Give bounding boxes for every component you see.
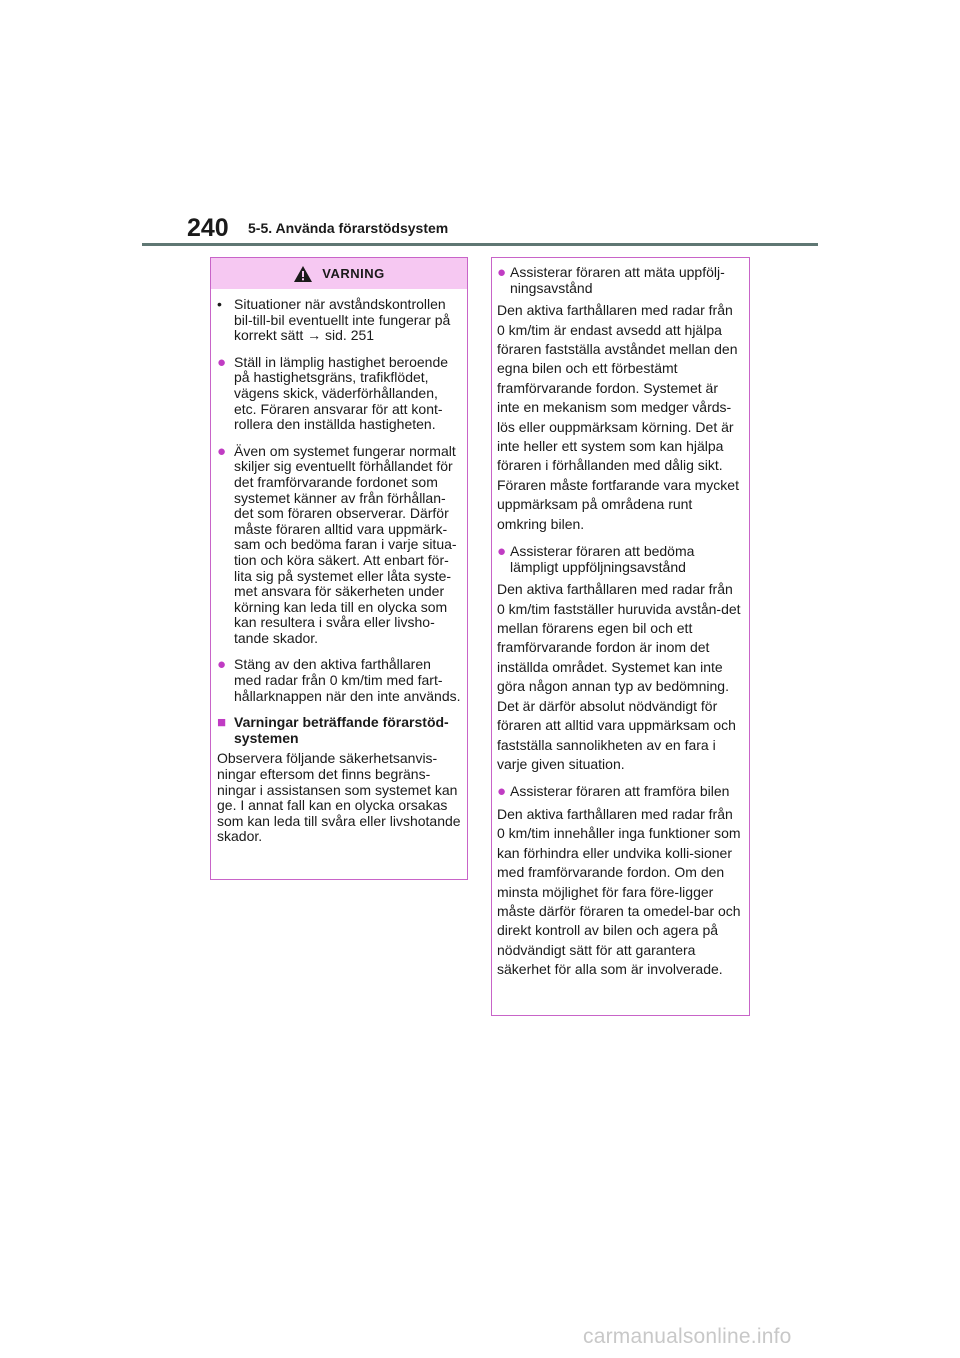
section-heading <box>497 265 744 296</box>
warning-item-text: Stäng av den aktiva farthållaren med radar från 0 km/tim med fart-hållarknappen när den inte används. <box>234 656 461 704</box>
section-heading-text: Assisterar föraren att mäta uppfölj-ningsavstånd <box>510 264 725 296</box>
warning-header <box>211 258 467 289</box>
warning-subheading <box>217 715 461 746</box>
watermark: carmanualsonline.info <box>583 1325 792 1348</box>
header-rule <box>142 243 818 246</box>
warning-item-text: Ställ in lämplig hastighet beroende på hastighetsgräns, trafikflödet, vägens skick, väderförhållanden, etc. Föraren ansvarar för att kont-rollera den inställda hastigheten. <box>234 353 449 433</box>
right-column-box <box>491 257 750 1016</box>
bullet-dot: • <box>217 296 222 312</box>
warning-paragraph: Observera följande säkerhetsanvis-ningar eftersom det finns begräns-ningar i assistansen som systemet kan ge. I annat fall kan en olycka orsakas som kan leda till svåra eller livshotande skador. <box>217 750 461 845</box>
warning-triangle-icon <box>293 265 313 283</box>
bullet-circle: ● <box>217 353 227 371</box>
section-title: 5-5. Använda förarstödsystem <box>248 220 449 236</box>
section-heading <box>497 784 744 800</box>
bullet-square: ■ <box>217 714 227 732</box>
bullet-circle: ● <box>217 656 227 674</box>
warning-subheading-text: Varningar beträffande förarstöd-systemen <box>234 714 449 746</box>
warning-body <box>211 289 467 845</box>
bullet-circle: ● <box>497 783 507 801</box>
section-paragraph: Den aktiva farthållaren med radar från 0 km/tim innehåller inga funktioner som kan förhindra eller undvika kolli-sioner med framförvarande fordon. Om den minsta möjlighet för fara före-ligger måste därför föraren ta omedel-bar och direkt kontroll av bilen och agera på nödvändigt sätt för att garantera säkerhet för alla som är involverade. <box>497 805 741 978</box>
warning-item-text: Även om systemet fungerar normalt skiljer sig eventuellt förhållandet för det framförvarande fordonet som systemet känner av från förhållan-det som föraren observerar. Därför måste föraren alltid vara uppmärk-sam och bedöma faran i varje situa-tion och köra säkert. Att enbart för-lita sig på systemet eller låta syste-met ansvara för säkerheten under körning kan leda till en olycka som kan resultera i svåra eller livsho-tande skador. <box>234 442 457 646</box>
bullet-circle: ● <box>497 264 507 281</box>
section-paragraph: Den aktiva farthållaren med radar från 0 km/tim är endast avsedd att hjälpa föraren fastställa avståndet mellan den egna bilen och ett förbestämt framförvarande fordon. Systemet är inte en mekanism som medger vårds-lös eller ouppmärksam körning. Det är inte heller ett system som kan hjälpa föraren i förhållanden med dålig sikt. <box>497 302 738 474</box>
warning-item <box>217 657 461 704</box>
warning-item <box>217 444 461 647</box>
bullet-circle: ● <box>217 442 227 460</box>
warning-label: VARNING <box>322 266 385 281</box>
warning-item <box>217 297 461 344</box>
warning-item-text: Situationer när avståndskontrollen bil-till-bil eventuellt inte fungerar på korrekt sätt → sid. 251 <box>234 296 451 344</box>
warning-box <box>210 257 468 880</box>
bullet-circle: ● <box>497 543 507 561</box>
section-heading <box>497 544 744 575</box>
section-heading-text: Assisterar föraren att bedöma lämpligt uppföljningsavstånd <box>510 543 695 575</box>
warning-item <box>217 355 461 433</box>
page-number: 240 <box>187 214 229 242</box>
section-heading-text: Assisterar föraren att framföra bilen <box>510 783 730 800</box>
section-paragraph: Den aktiva farthållaren med radar från 0 km/tim fastställer huruvida avstån-det mellan förarens egen bil och ett framförvarande fordon är inom det inställda området. Systemet kan inte göra någon annan typ av bedömning. Det är därför absolut nödvändigt för föraren att alltid vara uppmärksam och fastställa sannolikheten av en fara i varje given situation. <box>497 581 741 772</box>
section-paragraph: Föraren måste fortfarande vara mycket uppmärksam på områdena runt omkring bilen. <box>497 476 739 532</box>
